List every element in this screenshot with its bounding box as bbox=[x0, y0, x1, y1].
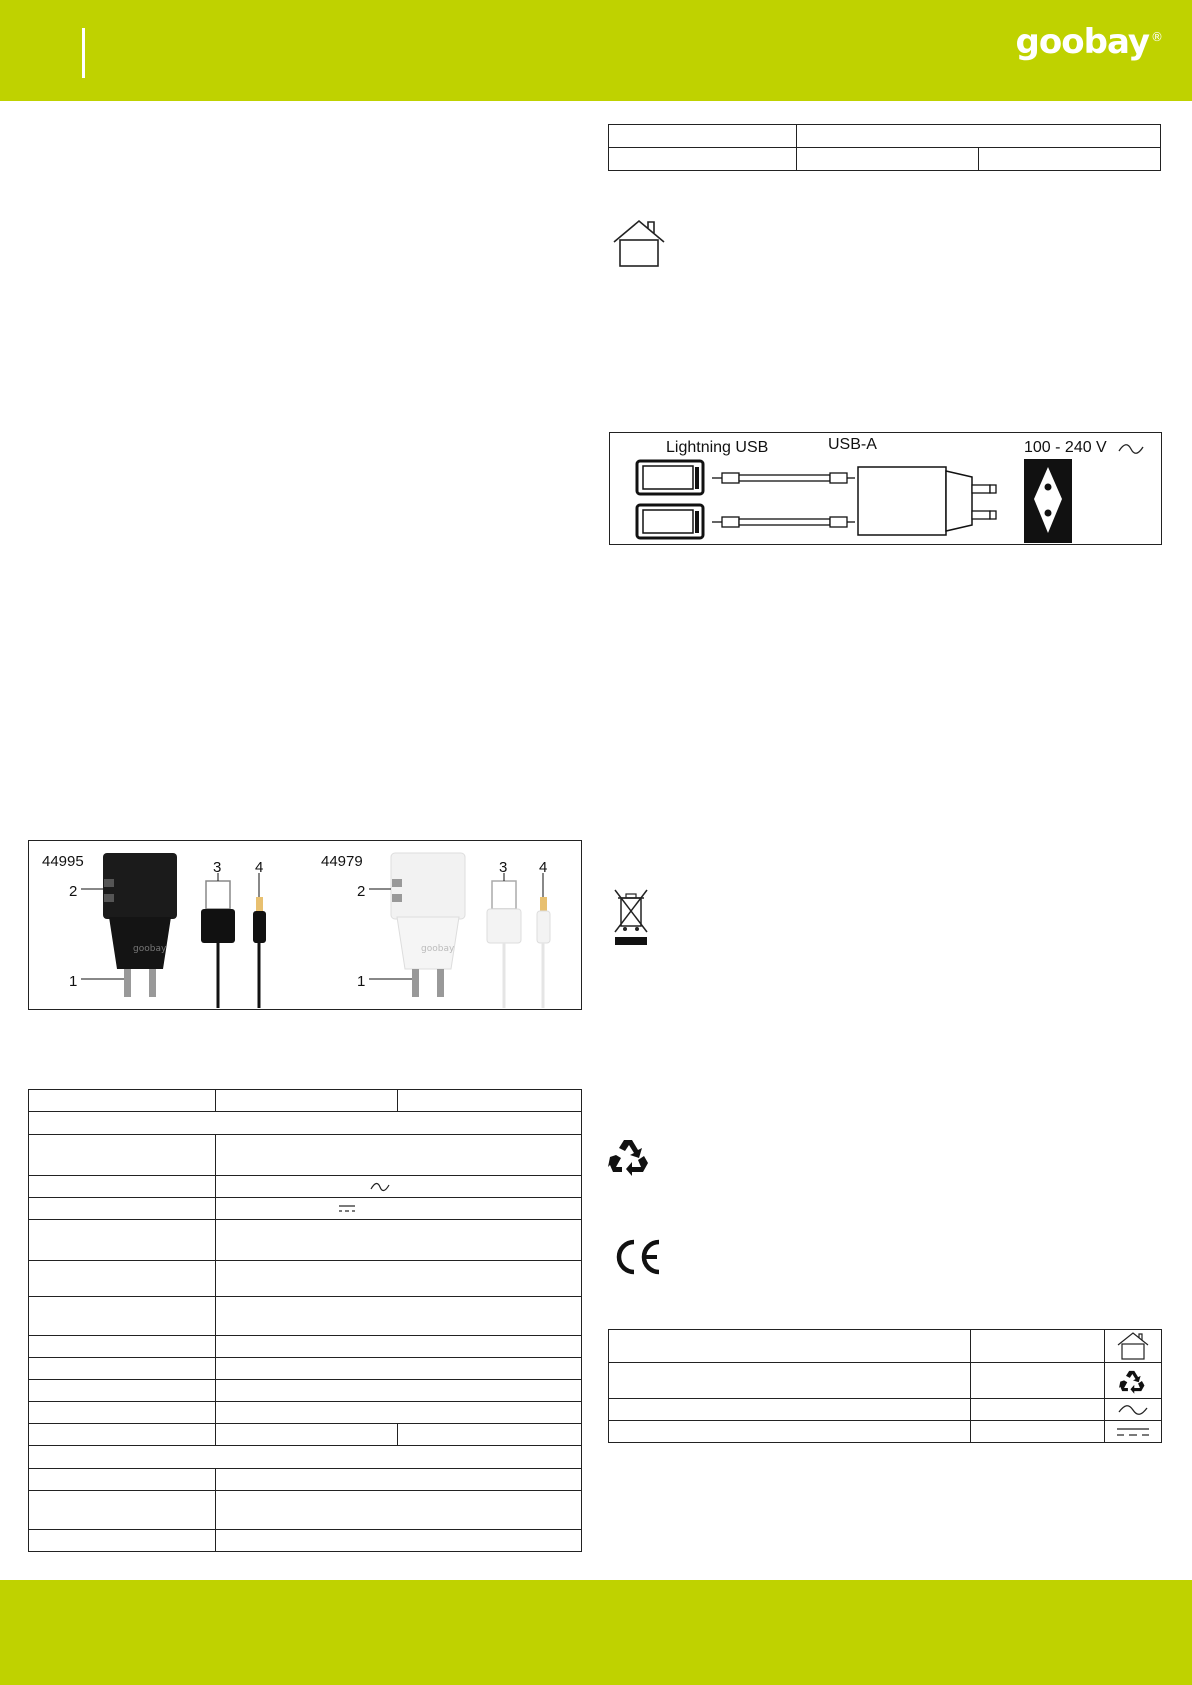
lightning-usb-label: Lightning USB bbox=[666, 439, 769, 456]
spec-cell bbox=[29, 1336, 216, 1358]
symbol-icon-cell bbox=[1105, 1330, 1162, 1363]
spec-section-row bbox=[29, 1446, 582, 1469]
model-number-right: 44979 bbox=[321, 853, 363, 870]
header-table-cell bbox=[609, 125, 797, 148]
header-table bbox=[608, 124, 1161, 171]
spec-cell bbox=[398, 1090, 582, 1112]
spec-cell bbox=[29, 1297, 216, 1336]
spec-cell bbox=[216, 1530, 582, 1552]
spec-cell bbox=[216, 1090, 398, 1112]
callout-4-left: 4 bbox=[255, 859, 264, 876]
header-table-cell bbox=[797, 148, 979, 171]
goobay-logo bbox=[1016, 22, 1162, 62]
footer-band bbox=[0, 1580, 1192, 1685]
spec-cell bbox=[29, 1424, 216, 1446]
callout-3-right: 3 bbox=[499, 859, 508, 876]
header-table-cell bbox=[797, 125, 1161, 148]
spec-cell bbox=[29, 1491, 216, 1530]
spec-cell bbox=[216, 1469, 582, 1491]
header-divider bbox=[82, 28, 85, 78]
direct-current-icon bbox=[1116, 1427, 1150, 1437]
house-outline-icon bbox=[1116, 1331, 1150, 1361]
spec-cell bbox=[216, 1358, 582, 1380]
ce-mark-icon bbox=[611, 1238, 665, 1276]
symbols-table bbox=[608, 1329, 1162, 1443]
spec-cell bbox=[216, 1336, 582, 1358]
callout-4-right: 4 bbox=[539, 859, 548, 876]
crossed-out-bin-icon bbox=[612, 888, 650, 946]
spec-cell bbox=[29, 1135, 216, 1176]
spec-cell bbox=[29, 1402, 216, 1424]
direct-current-icon bbox=[338, 1204, 356, 1213]
symbol-description-cell bbox=[609, 1421, 971, 1443]
spec-cell bbox=[216, 1176, 582, 1198]
recycling-icon bbox=[1119, 1368, 1147, 1394]
header-table-cell bbox=[979, 148, 1161, 171]
callout-1-right: 1 bbox=[357, 973, 366, 990]
svg-text:goobay: goobay bbox=[421, 944, 455, 954]
spec-cell bbox=[29, 1380, 216, 1402]
symbol-description-cell bbox=[609, 1363, 971, 1399]
model-number-left: 44995 bbox=[42, 853, 84, 870]
product-drawing bbox=[29, 841, 580, 1008]
product-photo bbox=[28, 840, 582, 1010]
usb-a-label: USB-A bbox=[828, 436, 877, 453]
alternating-current-icon bbox=[1118, 1404, 1148, 1416]
spec-cell bbox=[29, 1090, 216, 1112]
spec-cell bbox=[29, 1469, 216, 1491]
spec-cell bbox=[29, 1198, 216, 1220]
connection-diagram bbox=[609, 432, 1162, 545]
alternating-current-icon bbox=[370, 1182, 390, 1192]
spec-cell bbox=[216, 1261, 582, 1297]
spec-cell bbox=[216, 1198, 582, 1220]
symbol-value-cell bbox=[971, 1330, 1105, 1363]
symbol-value-cell bbox=[971, 1399, 1105, 1421]
callout-2-right: 2 bbox=[357, 883, 366, 900]
spec-cell bbox=[216, 1220, 582, 1261]
spec-cell bbox=[29, 1358, 216, 1380]
spec-section-row bbox=[29, 1112, 582, 1135]
registered-mark: ® bbox=[1151, 29, 1162, 44]
logo-text: goobay bbox=[1015, 22, 1149, 62]
symbol-value-cell bbox=[971, 1363, 1105, 1399]
symbol-description-cell bbox=[609, 1399, 971, 1421]
header-table-cell bbox=[609, 148, 797, 171]
house-outline-icon bbox=[610, 218, 668, 268]
spec-cell bbox=[216, 1424, 398, 1446]
spec-cell bbox=[29, 1530, 216, 1552]
symbol-icon-cell bbox=[1105, 1421, 1162, 1443]
symbol-icon-cell bbox=[1105, 1399, 1162, 1421]
callout-1-left: 1 bbox=[69, 973, 78, 990]
spec-cell bbox=[216, 1402, 582, 1424]
spec-cell bbox=[29, 1261, 216, 1297]
spec-cell bbox=[216, 1491, 582, 1530]
spec-cell bbox=[216, 1297, 582, 1336]
symbol-icon-cell bbox=[1105, 1363, 1162, 1399]
spec-cell bbox=[29, 1176, 216, 1198]
voltage-label: 100 - 240 V bbox=[1024, 439, 1107, 456]
symbol-description-cell bbox=[609, 1330, 971, 1363]
spec-cell bbox=[216, 1135, 582, 1176]
spec-cell bbox=[29, 1220, 216, 1261]
recycling-icon bbox=[608, 1136, 652, 1176]
spec-cell bbox=[216, 1380, 582, 1402]
spec-cell bbox=[398, 1424, 582, 1446]
header-band bbox=[0, 0, 1192, 101]
svg-text:goobay: goobay bbox=[133, 944, 167, 954]
callout-3-left: 3 bbox=[213, 859, 222, 876]
specifications-table bbox=[28, 1089, 582, 1552]
symbol-value-cell bbox=[971, 1421, 1105, 1443]
callout-2-left: 2 bbox=[69, 883, 78, 900]
diagram-drawing bbox=[610, 433, 1160, 543]
